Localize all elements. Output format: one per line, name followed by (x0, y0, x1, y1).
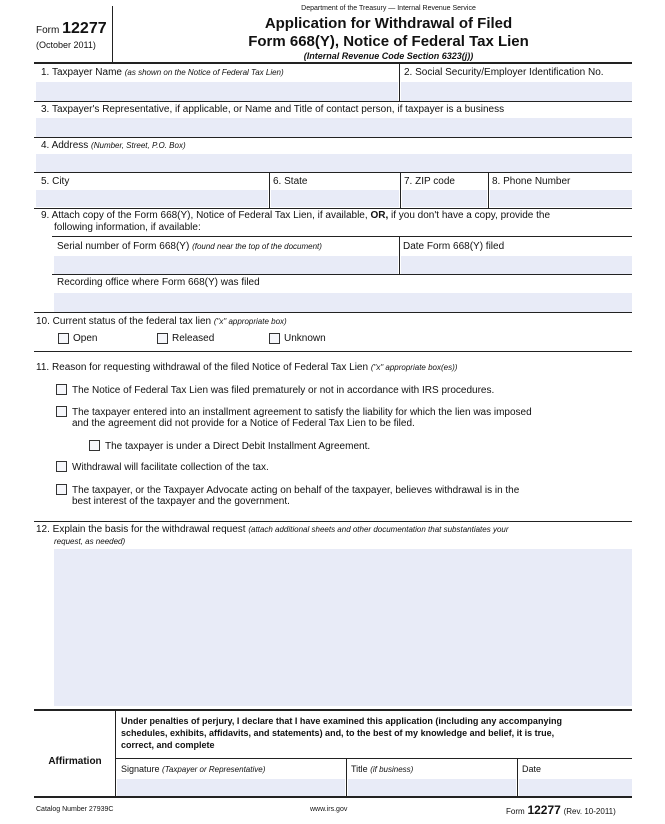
phone-field[interactable] (490, 190, 632, 207)
zip-field[interactable] (402, 190, 487, 207)
open-label: Open (73, 333, 98, 344)
divider (34, 208, 632, 209)
taxpayer-name-field[interactable] (36, 82, 398, 101)
divider (34, 101, 632, 102)
divider (34, 521, 632, 522)
catalog-number: Catalog Number 27939C (36, 806, 114, 813)
divider (488, 173, 489, 208)
divider (115, 758, 632, 759)
divider (400, 173, 401, 208)
line11-label: 11. Reason for requesting withdrawal of the filed Notice of Federal Tax Lien ("x" appropriate box(es)) (36, 362, 458, 373)
perjury-statement: Under penalties of perjury, I declare that I have examined this application (including any accompanying schedules, exhibits, affidavits, and statements) and, to the best of my knowledge and belief, it is true, correct, and complete (121, 716, 562, 750)
form-label (36, 20, 107, 38)
direct-debit-checkbox[interactable] (89, 440, 100, 451)
reason-best-interest-label-cont: best interest of the taxpayer and the government. (72, 496, 290, 507)
withdrawal-explanation-field[interactable] (54, 549, 632, 706)
recording-office-label: Recording office where Form 668(Y) was filed (57, 277, 260, 288)
serial-label: Serial number of Form 668(Y) (found near the top of the document) (57, 241, 322, 252)
line6-label: 6. State (273, 176, 308, 187)
direct-debit-label: The taxpayer is under a Direct Debit Installment Agreement. (105, 441, 371, 452)
signature-field[interactable] (117, 779, 345, 796)
divider (52, 274, 632, 275)
reason-facilitate-checkbox[interactable] (56, 461, 67, 472)
date-field[interactable] (519, 779, 632, 796)
reason-best-interest-label: The taxpayer, or the Taxpayer Advocate acting on behalf of the taxpayer, believes withdrawal is in the (72, 485, 520, 496)
unknown-checkbox[interactable] (269, 333, 280, 344)
divider (34, 796, 632, 798)
reason-facilitate-label: Withdrawal will facilitate collection of the tax. (72, 462, 269, 473)
date-label: Date (522, 764, 542, 774)
divider (34, 709, 632, 711)
form-word: Form (36, 25, 60, 36)
affirmation-heading: Affirmation (48, 756, 102, 767)
footer-form-number: Form 12277 (Rev. 10-2011) (506, 803, 616, 817)
line5-label: 5. City (41, 176, 70, 187)
reason-installment-checkbox[interactable] (56, 406, 67, 417)
form-title-line1: Application for Withdrawal of Filed (264, 15, 513, 32)
serial-number-field[interactable] (54, 256, 398, 274)
divider (346, 759, 347, 796)
representative-field[interactable] (36, 118, 632, 137)
line10-label: 10. Current status of the federal tax lien ("x" appropriate box) (36, 316, 287, 327)
divider (115, 711, 116, 796)
agency: Department of the Treasury — Internal Revenue Service (301, 5, 476, 12)
line7-label: 7. ZIP code (404, 176, 455, 187)
divider (34, 137, 632, 138)
signature-label: Signature (Taxpayer or Representative) (121, 764, 266, 774)
recording-office-field[interactable] (54, 293, 632, 312)
divider (517, 759, 518, 796)
state-field[interactable] (271, 190, 399, 207)
unknown-label: Unknown (284, 333, 326, 344)
divider (269, 173, 270, 208)
divider (52, 236, 632, 237)
form-number: 12277 (62, 20, 107, 37)
address-field[interactable] (36, 154, 632, 172)
header-rule (34, 62, 632, 64)
reason-best-interest-checkbox[interactable] (56, 484, 67, 495)
city-field[interactable] (36, 190, 268, 207)
divider (34, 172, 632, 173)
date-filed-field[interactable] (401, 256, 632, 274)
divider (34, 351, 632, 352)
divider (34, 312, 632, 313)
released-label: Released (172, 333, 215, 344)
form-date: (October 2011) (36, 40, 96, 50)
reason-premature-checkbox[interactable] (56, 384, 67, 395)
irs-website: www.irs.gov (310, 806, 348, 813)
divider (399, 236, 400, 274)
title-field[interactable] (348, 779, 516, 796)
form-title-line2: Form 668(Y), Notice of Federal Tax Lien (248, 33, 529, 50)
line9-instructions-cont: following information, if available: (54, 222, 201, 233)
line1-label: 1. Taxpayer Name (as shown on the Notice of Federal Tax Lien) (41, 67, 284, 78)
reason-installment-label-cont: and the agreement did not provide for a Notice of Federal Tax Lien to be filed. (72, 418, 415, 429)
line12-label: 12. Explain the basis for the withdrawal request (attach additional sheets and other documentation that substantiates your (36, 524, 509, 535)
line8-label: 8. Phone Number (492, 176, 571, 187)
reason-premature-label: The Notice of Federal Tax Lien was filed prematurely or not in accordance with IRS procedures. (72, 385, 495, 396)
ssn-ein-field[interactable] (401, 82, 632, 101)
line2-label: 2. Social Security/Employer Identification No. (404, 67, 604, 78)
reason-installment-label: The taxpayer entered into an installment agreement to satisfy the liability for which the lien was imposed (72, 407, 532, 418)
date-filed-label: Date Form 668(Y) filed (403, 241, 505, 252)
title-label: Title (if business) (351, 764, 414, 774)
form-subtitle: (Internal Revenue Code Section 6323(j)) (303, 51, 474, 61)
divider (399, 64, 400, 101)
line9-instructions: 9. Attach copy of the Form 668(Y), Notice of Federal Tax Lien, if available, OR, if you don't have a copy, provide the (41, 210, 551, 221)
line4-label: 4. Address (Number, Street, P.O. Box) (41, 140, 186, 151)
released-checkbox[interactable] (157, 333, 168, 344)
open-checkbox[interactable] (58, 333, 69, 344)
line3-label: 3. Taxpayer's Representative, if applicable, or Name and Title of contact person, if taxpayer is a business (41, 104, 505, 115)
line12-hint-cont: request, as needed) (54, 537, 126, 546)
